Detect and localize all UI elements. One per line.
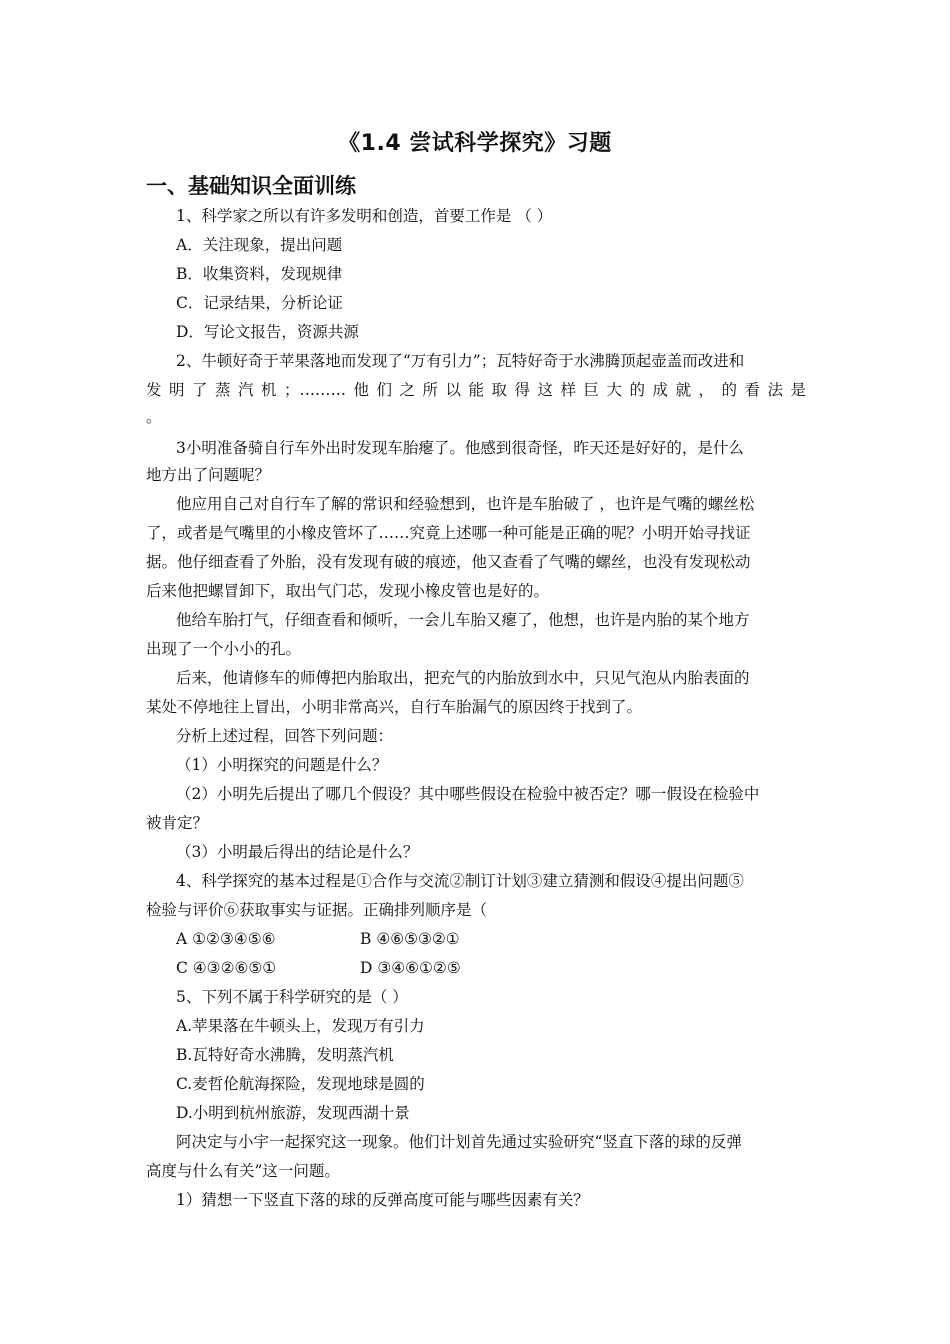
q3-paragraph-1-line-1: 3小明准备骑自行车外出时发现车胎瘪了。他感到很奇怪，昨天还是好好的，是什么 [176,439,744,457]
document-title: 《1.4 尝试科学探究》习题 [338,131,612,156]
q1-stem: 1、科学家之所以有许多发明和创造，首要工作是 （ ） [176,207,553,225]
q5-option-a: A.苹果落在牛顿头上，发现万有引力 [176,1017,425,1035]
q3-paragraph-2-line-4: 后来他把螺冒卸下，取出气门芯，发现小橡皮管也是好的。 [146,582,550,600]
q2-line-3: 。 [146,408,162,426]
q3-prompt: 分析上述过程，回答下列问题： [176,727,394,745]
q3-paragraph-2-line-1: 他应用自己对自行车了解的常识和经验想到，也许是车胎破了 ，也许是气嘴的螺丝松 [176,495,755,513]
q3-sub-question-1: （1）小明探究的问题是什么？ [176,756,388,774]
q6-line-1: 阿决定与小宇一起探究这一现象。他们计划首先通过实验研究“竖直下落的球的反弹 [176,1133,742,1151]
q4-line-1: 4、科学探究的基本过程是①合作与交流②制订计划③建立猜测和假设④提出问题⑤ [176,872,744,890]
q1-option-d: D．写论文报告，资源共源 [176,323,359,341]
q1-option-a: A．关注现象，提出问题 [176,236,343,254]
q4-option-d: D ③④⑥①②⑤ [360,959,461,977]
q4-option-b: B ④⑥⑤③②① [360,930,460,948]
q3-paragraph-2-line-3: 据。他仔细查看了外胎，没有发现有破的痕迹，他又查看了气嘴的螺丝，也没有发现松动 [146,553,751,571]
q6-sub-question-1: 1）猜想一下竖直下落的球的反弹高度可能与哪些因素有关？ [176,1191,589,1209]
section-heading: 一、基础知识全面训练 [146,174,356,198]
q1-option-c: C．记录结果，分析论证 [176,294,343,312]
q5-option-d: D.小明到杭州旅游，发现西湖十景 [176,1104,410,1122]
q5-stem: 5、下列不属于科学研究的是（ ） [176,988,408,1006]
q3-paragraph-4-line-2: 某处不停地往上冒出，小明非常高兴，自行车胎漏气的原因终于找到了。 [146,698,643,716]
q3-paragraph-4-line-1: 后来，他请修车的师傅把内胎取出，把充气的内胎放到水中，只见气泡从内胎表面的 [176,669,750,687]
q3-sub-question-2-line-1: （2）小明先后提出了哪几个假设？其中哪些假设在检验中被否定？哪一假设在检验中 [176,785,760,803]
q5-option-c: C.麦哲伦航海探险，发现地球是圆的 [176,1075,425,1093]
q3-paragraph-1-line-2: 地方出了问题呢？ [146,466,271,484]
q4-option-c: C ④③②⑥⑤① [176,959,277,977]
q6-line-2: 高度与什么有关”这一问题。 [146,1162,340,1180]
q4-option-a: A ①②③④⑤⑥ [176,930,276,948]
q3-paragraph-3-line-1: 他给车胎打气，仔细查看和倾听，一会儿车胎又瘪了，他想，也许是内胎的某个地方 [176,611,750,629]
q2-line-2: 发明了蒸汽机；………他们之所以能取得这样巨大的成就，的看法是 [146,381,806,399]
q3-sub-question-2-line-2: 被肯定？ [146,814,209,832]
q3-paragraph-3-line-2: 出现了一个小小的孔。 [146,640,302,658]
q1-option-b: B．收集资料，发现规律 [176,265,343,283]
q4-line-2: 检验与评价⑥获取事实与证据。正确排列顺序是（ [146,901,488,919]
q3-paragraph-2-line-2: 了，或者是气嘴里的小橡皮管坏了……究竟上述哪一种可能是正确的呢？小明开始寻找证 [146,524,751,542]
q5-option-b: B.瓦特好奇水沸腾，发明蒸汽机 [176,1046,394,1064]
q3-sub-question-3: （3）小明最后得出的结论是什么？ [176,843,419,861]
q2-line-1: 2、牛顿好奇于苹果落地而发现了“万有引力”；瓦特好奇于水沸腾顶起壶盖而改进和 [176,352,745,370]
